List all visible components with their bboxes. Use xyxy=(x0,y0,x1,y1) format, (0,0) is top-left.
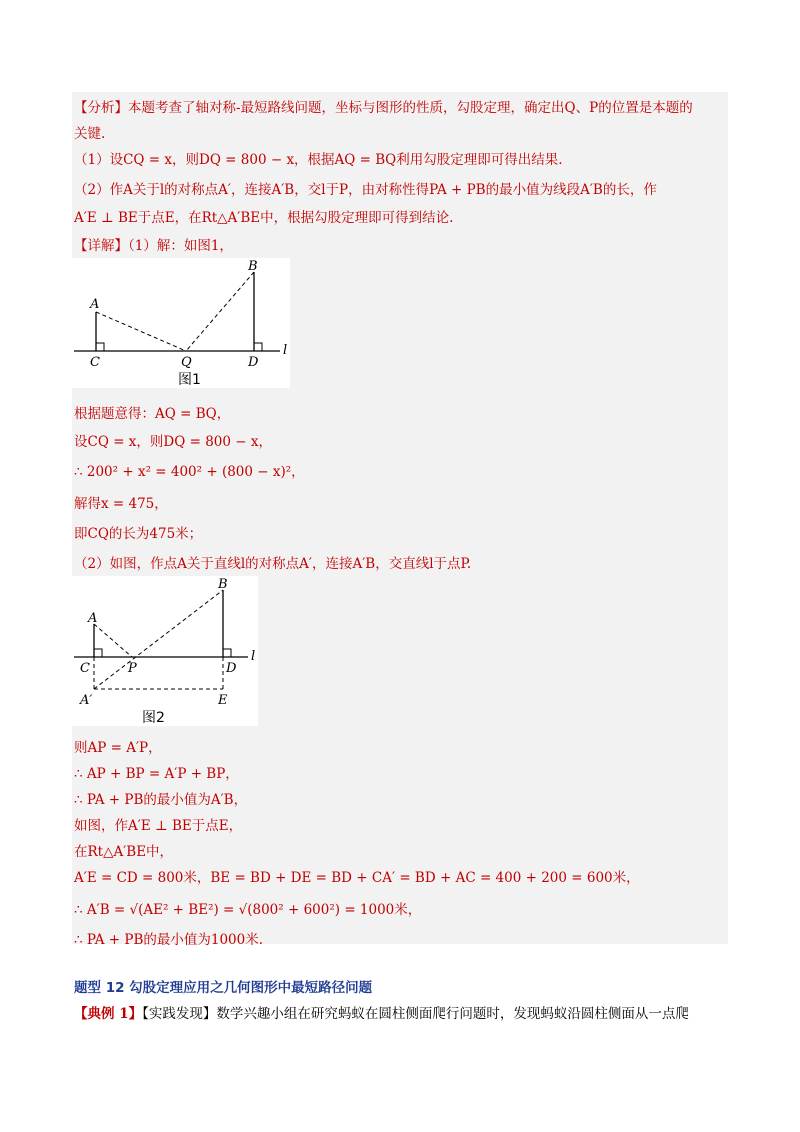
step-7: 则AP = A′P， xyxy=(74,740,162,756)
fig2-label-E: E xyxy=(218,693,228,708)
figure-1 xyxy=(72,258,290,388)
fig1-label-A: A xyxy=(90,297,100,312)
analysis-line-2: 关键. xyxy=(74,126,106,142)
fig2-label-D: D xyxy=(226,661,237,676)
step-6: （2）如图，作点A关于直线l的对称点A′，连接A′B，交直线l于点P. xyxy=(74,556,472,572)
fig1-label-B: B xyxy=(248,259,258,274)
step-9: ∴ PA + PB的最小值为A′B， xyxy=(74,792,248,808)
step-13: ∴ A′B = √(AE² + BE²) = √(800² + 600²) = 1000米， xyxy=(74,902,422,918)
step-4: 解得x = 475， xyxy=(74,496,168,512)
step-5: 即CQ的长为475米； xyxy=(74,526,203,542)
analysis-line-1: 【分析】本题考查了轴对称-最短路线问题，坐标与图形的性质，勾股定理，确定出Q、P的位置是本题的 xyxy=(74,100,693,116)
step-12: A′E = CD = 800米，BE = BD + DE = BD + CA′ = BD + AC = 400 + 200 = 600米， xyxy=(74,870,640,886)
fig2-caption: 图2 xyxy=(142,710,165,726)
step-8: ∴ AP + BP = A′P + BP， xyxy=(74,766,239,782)
example-line xyxy=(74,1002,689,1022)
fig1-label-C: C xyxy=(90,355,100,370)
fig1-caption: 图1 xyxy=(178,372,201,388)
step-2: 设CQ = x，则DQ = 800 − x， xyxy=(74,434,272,450)
step-3: ∴ 200² + x² = 400² + (800 − x)²， xyxy=(74,464,305,480)
step-11: 在Rt△A′BE中， xyxy=(74,844,174,860)
analysis-line-4: （2）作A关于l的对称点A′，连接A′B，交l于P，由对称性得PA + PB的最小值为线段A′B的长，作 xyxy=(74,182,657,198)
step-1: 根据题意得：AQ = BQ， xyxy=(74,406,231,422)
example-text: 【实践发现】数学兴趣小组在研究蚂蚁在圆柱侧面爬行问题时，发现蚂蚁沿圆柱侧面从一点爬 xyxy=(142,1006,689,1022)
fig2-label-B: B xyxy=(218,577,228,592)
step-10: 如图，作A′E ⊥ BE于点E， xyxy=(74,818,243,834)
analysis-line-5: A′E ⊥ BE于点E，在Rt△A′BE中，根据勾股定理即可得到结论. xyxy=(74,210,454,226)
fig1-label-Q: Q xyxy=(181,355,192,370)
analysis-line-3: （1）设CQ = x，则DQ = 800 − x，根据AQ = BQ利用勾股定理即可得出结果. xyxy=(74,152,563,168)
fig2-label-l: l xyxy=(251,649,256,664)
step-14: ∴ PA + PB的最小值为1000米. xyxy=(74,932,264,948)
fig2-label-P: P xyxy=(128,661,137,676)
detail-heading: 【详解】（1）解：如图1， xyxy=(74,238,233,254)
fig1-label-D: D xyxy=(248,355,259,370)
fig2-label-C: C xyxy=(80,661,90,676)
figure-2 xyxy=(72,576,258,726)
fig2-label-A: A xyxy=(88,611,98,626)
example-tag: 【典例 1】 xyxy=(74,1006,143,1022)
fig1-label-l: l xyxy=(283,343,288,358)
section-title: 题型 12 勾股定理应用之几何图形中最短路径问题 xyxy=(74,980,373,996)
fig2-label-A-prime: A′ xyxy=(80,693,93,708)
